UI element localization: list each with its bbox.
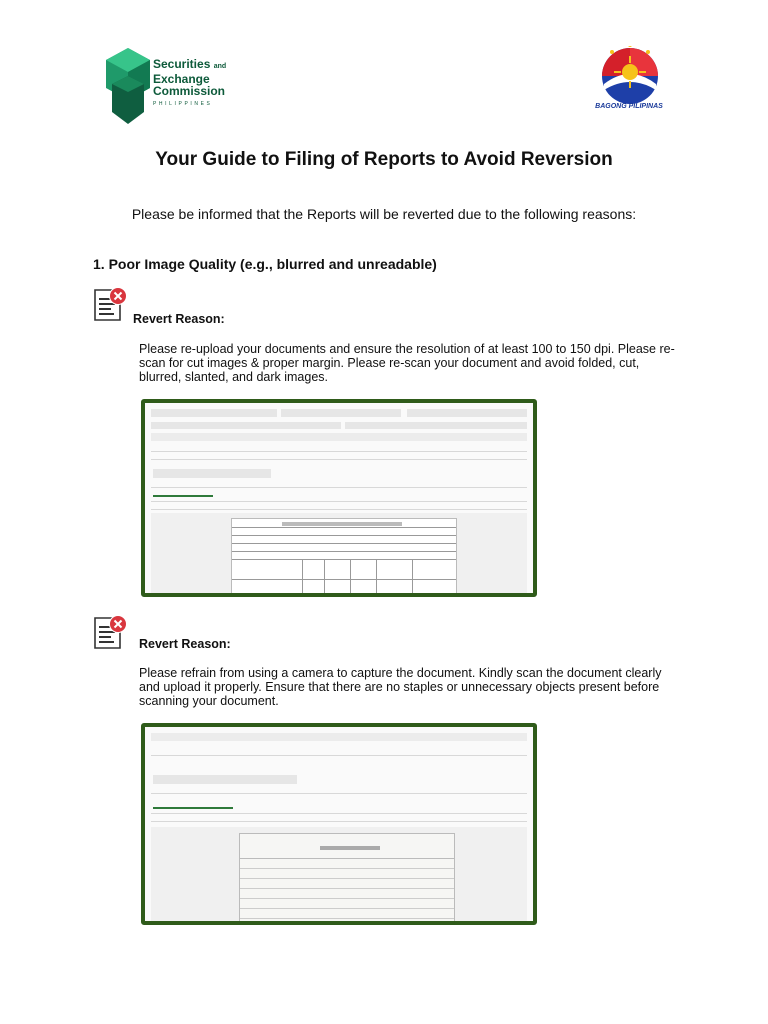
page-title: Your Guide to Filing of Reports to Avoid Reversion: [155, 149, 613, 170]
section-heading: 1. Poor Image Quality (e.g., blurred and unreadable): [93, 256, 437, 272]
document-reject-icon: [92, 286, 128, 324]
sec-line2: Exchange: [153, 72, 210, 86]
revert-reason-text-1: Please re-upload your documents and ensure the resolution of at least 100 to 150 dpi. Please re-scan for cut images & proper margin. Please re-scan your document and avoid folded, cut, blurred, slanted, and dark images.: [139, 342, 675, 384]
revert-reason-text-2: Please refrain from using a camera to capture the document. Kindly scan the document clearly and upload it properly. Ensure that there are no staples or unnecessary objects present before scanning your document.: [139, 666, 662, 708]
bp-logo-text: BAGONG PILIPINAS: [595, 103, 663, 110]
example-screenshot-2: [141, 723, 537, 925]
sec-line3: Commission: [153, 84, 226, 98]
document-reject-icon: [92, 614, 128, 652]
revert-reason-label-2: Revert Reason:: [139, 637, 231, 651]
sec-logo-text: [153, 58, 226, 110]
revert-reason-label-1: Revert Reason:: [133, 312, 225, 326]
example-screenshot-1: [141, 399, 537, 597]
sec-country: PHILIPPINES: [153, 101, 213, 107]
sec-and: and: [213, 63, 227, 70]
intro-text: Please be informed that the Reports will be reverted due to the following reasons:: [131, 206, 637, 222]
sec-line1: Securities: [153, 57, 211, 71]
